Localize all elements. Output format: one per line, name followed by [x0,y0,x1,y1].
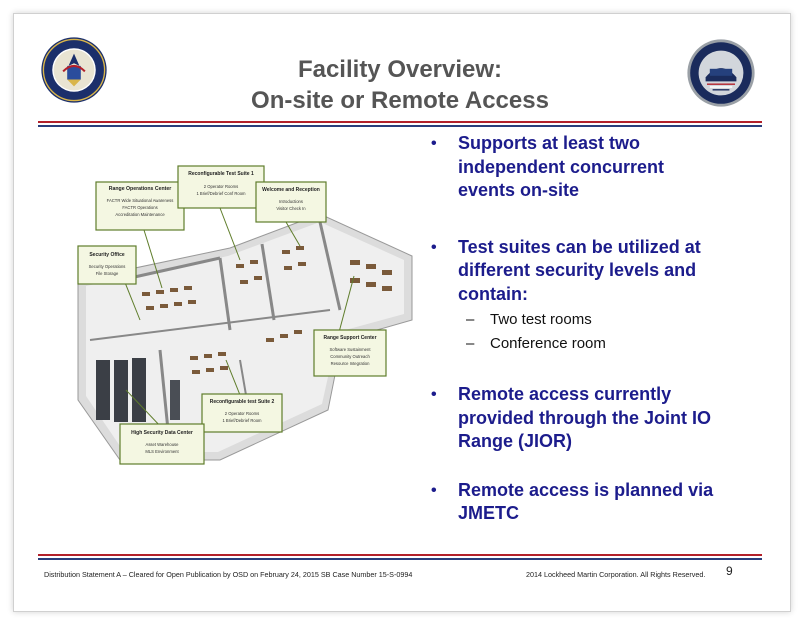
footer-rule-blue [38,558,762,560]
callout-line: Introductions [279,199,303,204]
sub-bullet-text: Two test rooms [490,311,592,328]
callout-range-support-center [314,330,386,376]
bullet-line: provided through the Joint IO [458,407,711,428]
bullet-line: Supports at least two [458,133,641,153]
bullet-line: Remote access is planned via [458,479,714,500]
bullet-line: events on-site [458,180,580,200]
callout-line: 2 Operator Rooms [203,184,239,189]
callout-title: Welcome and Reception [262,187,320,193]
title-line-1: Facility Overview: [297,56,503,83]
callout-line: Software Sustainment [329,347,371,352]
callout-title: Range Support Center [323,335,377,341]
bullet-dot-icon: • [431,481,437,499]
callout-line: 2 Operator Rooms [224,411,260,416]
callout-line: 1 Brief/Debrief Conf Room [196,191,246,196]
bullet-item [430,132,770,203]
dash-icon: – [466,311,475,328]
callout-test-suite-2 [202,394,282,432]
bullet-item [430,479,770,526]
bullet-line: Test suites can be utilized at [458,236,701,257]
page-number: 9 [726,564,733,578]
callout-test-suite-1 [178,166,264,208]
ncr-seal-icon [686,38,756,108]
slide-title [150,54,650,116]
bullet-list [430,132,770,526]
bullet-dot-icon: • [431,135,437,152]
dash-icon: – [466,335,475,352]
callout-line: FACTR Operations [122,205,158,210]
callout-line: File Storage [95,271,119,276]
bullet-line: different security levels and [458,260,697,280]
callout-line: Accreditation Maintenance [115,212,165,217]
callout-high-security-data-center [120,424,204,464]
copyright-notice: 2014 Lockheed Martin Corporation. All Rights Reserved. [526,570,706,579]
callout-title: Range Operations Center [108,186,172,192]
callout-line: FACTR Wide Situational Awareness [106,198,174,203]
sub-bullet-item [430,333,770,355]
facility-floor-plan [70,160,416,476]
callout-line: Asset Warehouse [145,442,179,447]
bullet-line: contain: [458,283,528,304]
callout-line: Resource Integration [330,361,370,366]
sub-bullet-text: Conference room [490,335,606,352]
sub-bullet-item [430,309,770,331]
callout-title: Reconfigurable Test Suite 1 [188,171,254,177]
distribution-statement: Distribution Statement A – Cleared for Open Publication by OSD on February 24, 2015 SB Case Number 15-S-0994 [44,570,413,579]
bullet-line: JMETC [458,503,520,523]
header-rule-red [38,121,762,123]
header-rule-blue [38,125,762,127]
callout-title: Security Office [89,252,125,258]
bullet-dot-icon: • [431,386,437,403]
bullet-item [430,383,770,454]
bullet-line: Range (JIOR) [458,431,573,451]
callout-title: High Security Data Center [131,430,193,436]
callout-title: Reconfigurable test Suite 2 [209,399,275,405]
footer-rule-red [38,554,762,556]
bullet-dot-icon: • [431,238,437,256]
title-line-2: On-site or Remote Access [251,87,549,114]
trmc-seal-icon [40,36,108,104]
callout-welcome-reception [256,182,326,222]
callout-line: Visitor Check In [276,206,306,211]
callout-line: MLS Environment [145,449,179,454]
bullet-line: Remote access currently [458,384,672,404]
callout-range-operations-center [96,182,184,230]
callout-line: Community Outreach [330,354,370,359]
bullet-line: independent concurrent [458,156,665,177]
callout-security-office [78,246,136,284]
callout-line: Security Operations [88,264,126,269]
callout-line: 1 Brief/Debrief Room [222,418,262,423]
bullet-item [430,236,770,307]
